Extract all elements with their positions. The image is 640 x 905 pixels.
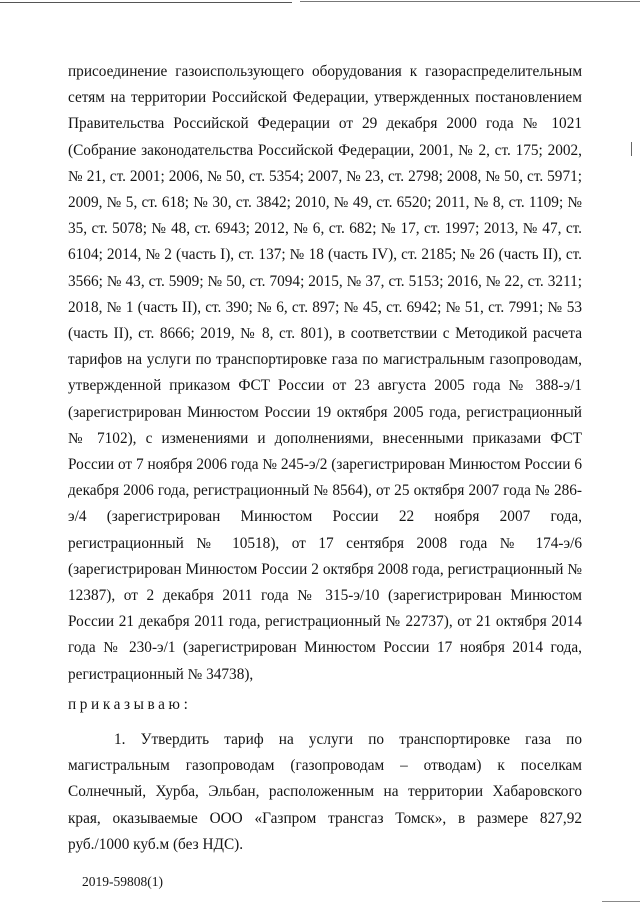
scan-edge-top-right (300, 1, 640, 2)
main-paragraph: присоединение газоиспользующего оборудования к газораспределительным сетям на территории Российской Федерации, утвержденных постановлением Правительства Российской Федерации от 29 декабря 2000 года № 1021 (Собрание законодательства Российской Федерации, 2001, № 2, ст. 175; 2002, № 21, ст. 2001; 2006, № 50, ст. 5354; 2007, № 23, ст. 2798; 2008, № 50, ст. 5971; 2009, № 5, ст. 618; № 30, ст. 3842; 2010, № 49, ст. 6520; 2011, № 8, ст. 1109; № 35, ст. 5078; № 48, ст. 6943; 2012, № 6, ст. 682; № 17, ст. 1997; 2013, № 47, ст. 6104; 2014, № 2 (часть I), ст. 137; № 18 (часть IV), ст. 2185; № 26 (часть II), ст. 3566; № 43, ст. 5909; № 50, ст. 7094; 2015, № 37, ст. 5153; 2016, № 22, ст. 3211; 2018, № 1 (часть II), ст. 390; № 6, ст. 897; № 45, ст. 6942; № 51, ст. 7991; № 53 (часть II), ст. 8666; 2019, № 8, ст. 801), в соответствии с Методикой расчета тарифов на услуги по транспортировке газа по магистральным газопроводам, утвержденной приказом ФСТ России от 23 августа 2005 года № 388-э/1 (зарегистрирован Минюстом России 19 октября 2005 года, регистрационный № 7102), с изменениями и дополнениями, внесенными приказами ФСТ России от 7 ноября 2006 года № 245-э/2 (зарегистрирован Минюстом России 6 декабря 2006 года, регистрационный № 8564), от 25 октября 2007 года № 286-э/4 (зарегистрирован Минюстом России 22 ноября 2007 года, регистрационный № 10518), от 17 сентября 2008 года № 174-э/6 (зарегистрирован Минюстом России 2 октября 2008 года, регистрационный № 12387), от 2 декабря 2011 года № 315-э/10 (зарегистрирован Минюстом России 21 декабря 2011 года, регистрационный № 22737), от 21 октября 2014 года № 230-э/1 (зарегистрирован Минюстом России 17 ноября 2014 года, регистрационный № 34738), (68, 63, 582, 683)
order-word: приказываю: (68, 696, 192, 713)
order-item-1: 1. Утвердить тариф на услуги по транспортировке газа по магистральным газопроводам (газопроводам – отводам) к поселкам Солнечный, Хурба, Эльбан, расположенным на территории Хабаровского края, оказываемые ООО «Газпром трансгаз Томск», в размере 827,92 руб./1000 куб.м (без НДС). (68, 731, 582, 853)
footer-document-number: 2019-59808(1) (82, 874, 163, 889)
scan-mark-right (631, 142, 632, 156)
scan-edge-top-left (0, 2, 292, 3)
scan-edge-bottom-right (602, 901, 640, 902)
